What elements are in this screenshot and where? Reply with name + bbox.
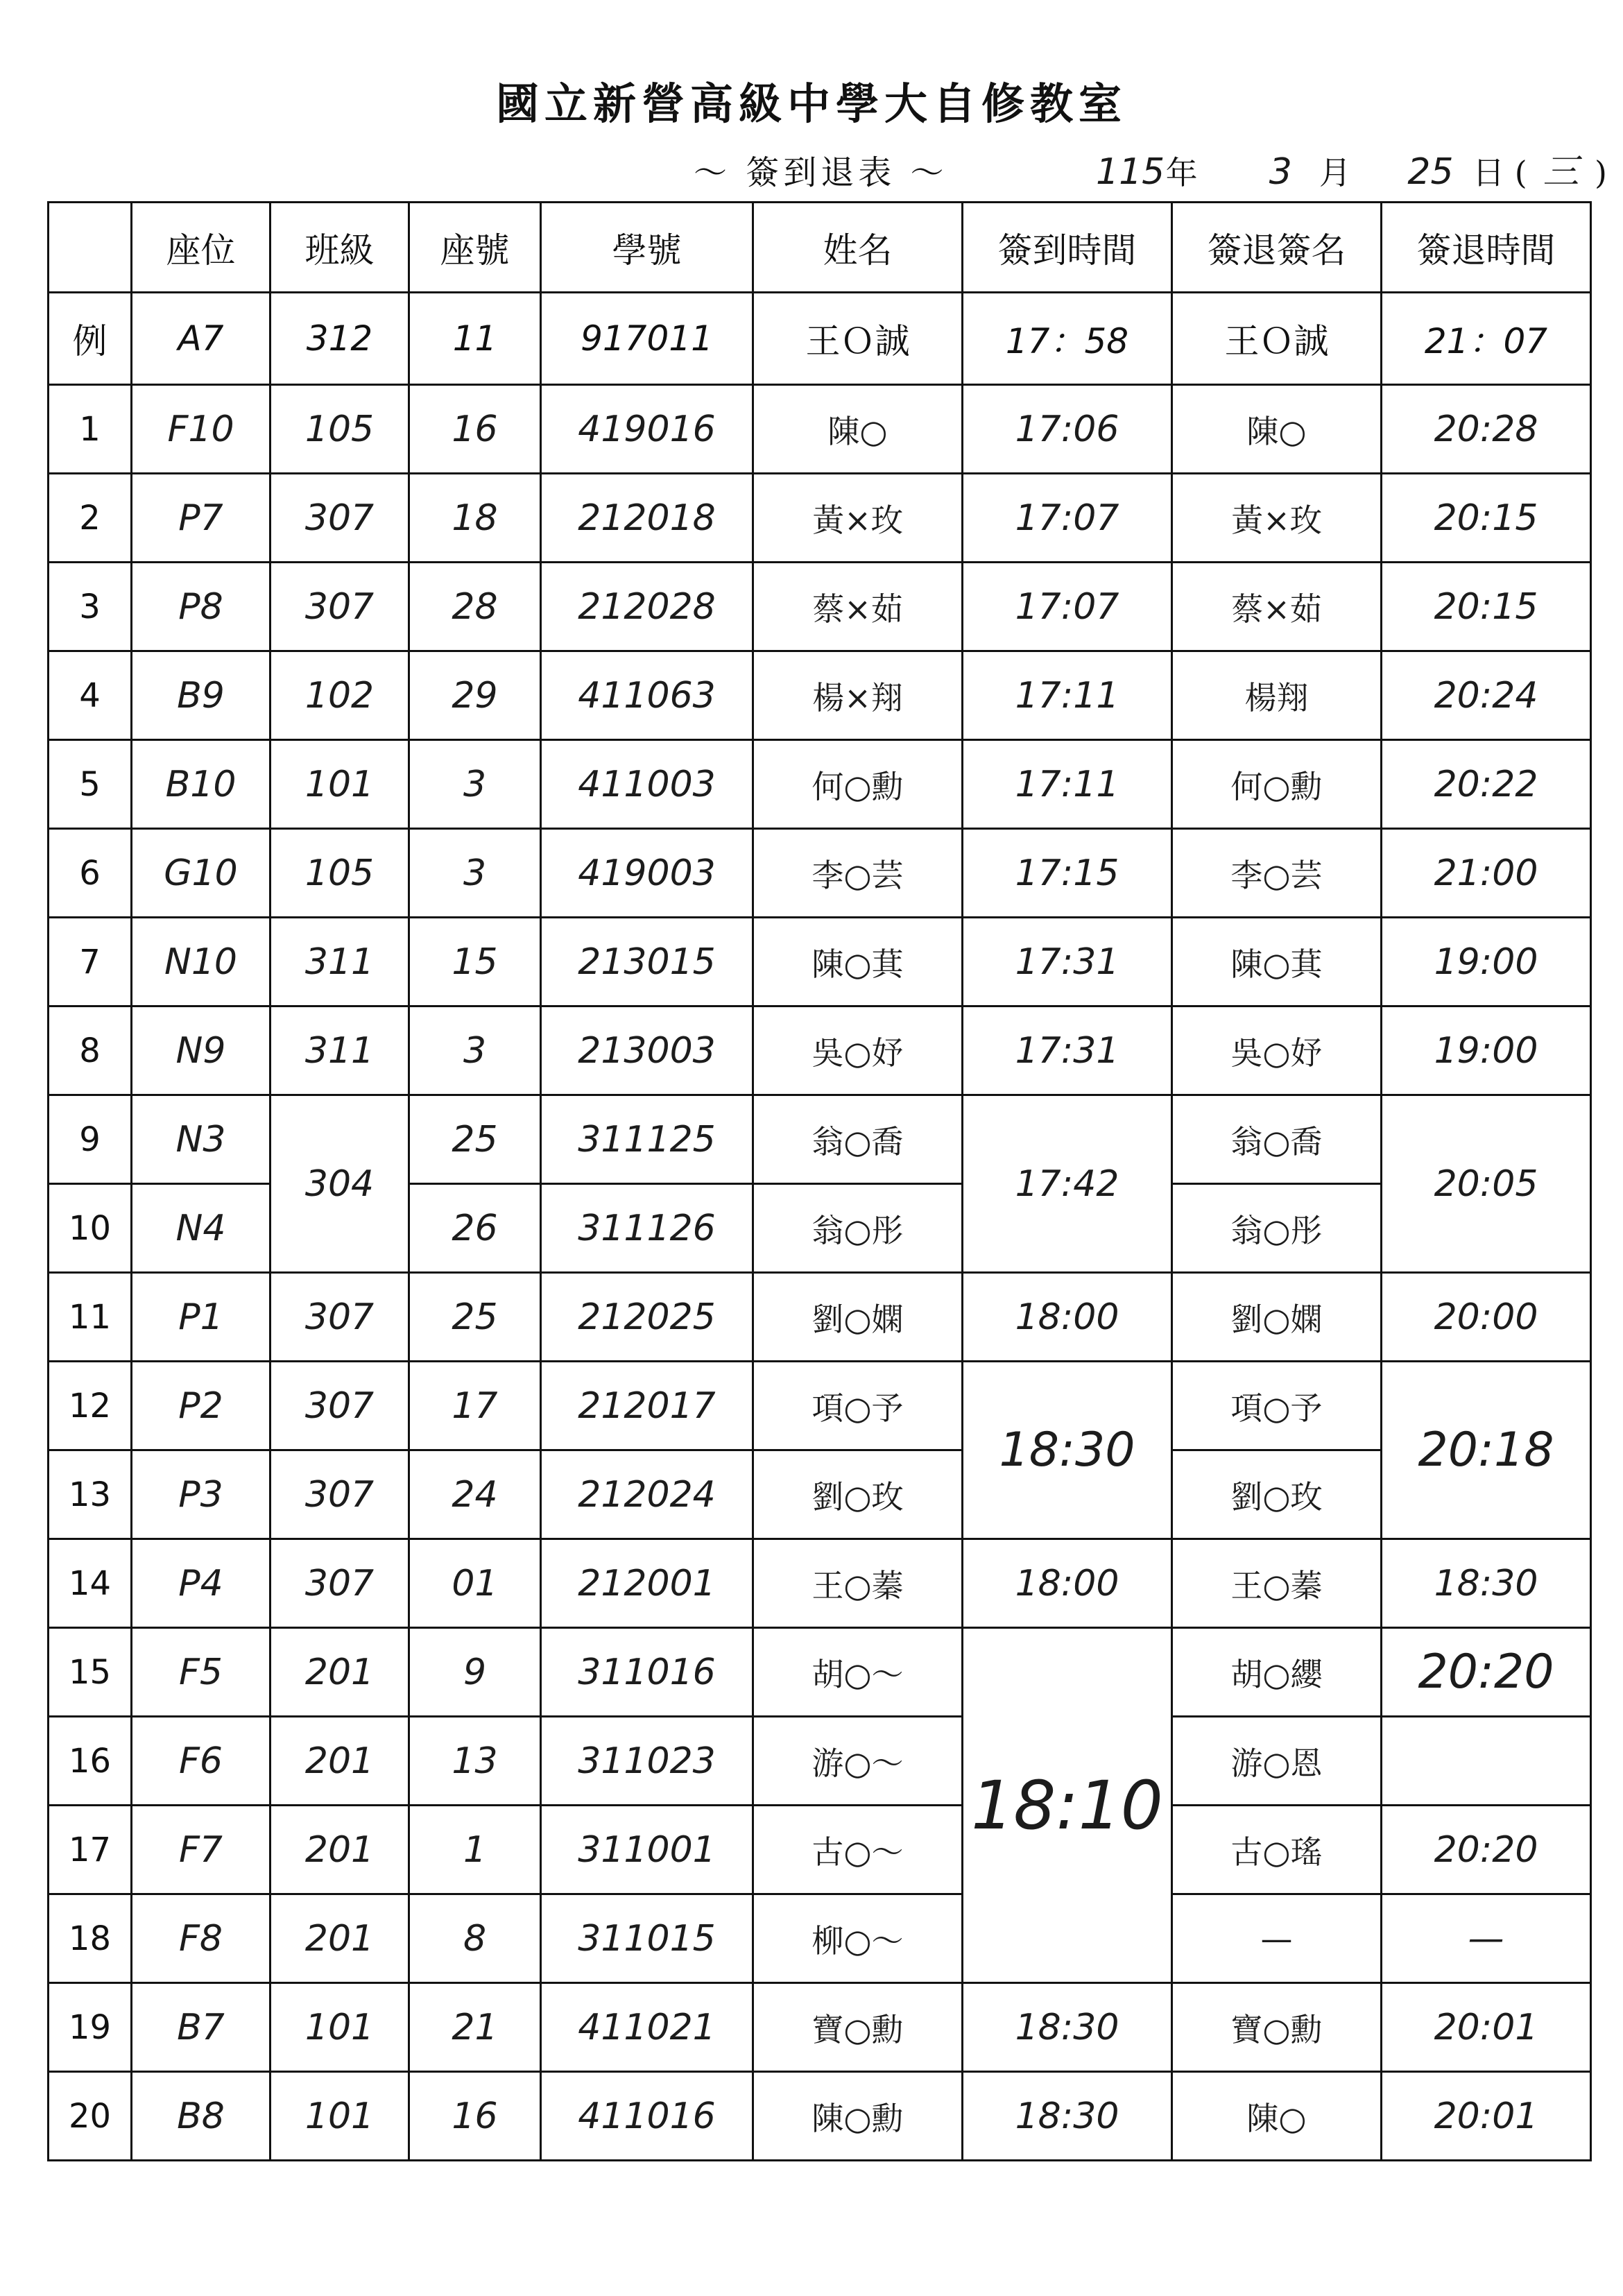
checkout-time-cell: 20:18: [1382, 1362, 1591, 1539]
checkout-signature-cell: 吳○妤: [1172, 1006, 1382, 1095]
name-cell: 胡○～: [753, 1628, 963, 1717]
table-row: [49, 1095, 1591, 1184]
checkout-signature-cell: 寶○勳: [1172, 1983, 1382, 2072]
seat-cell: B10: [132, 740, 270, 829]
example-checkout-time: 21：07: [1382, 293, 1591, 385]
row-number: 9: [49, 1095, 132, 1184]
example-name: 王Ｏ誠: [753, 293, 963, 385]
checkin-time-cell: 17:11: [963, 740, 1172, 829]
example-seat-no: 11: [409, 293, 541, 385]
checkout-signature-cell: 蔡×茹: [1172, 563, 1382, 651]
date-weekday-close: ): [1594, 154, 1607, 191]
row-number: 20: [49, 2072, 132, 2161]
checkin-time-cell: 18:30: [963, 1362, 1172, 1539]
checkout-time-cell: 18:30: [1382, 1539, 1591, 1628]
row-number: 16: [49, 1717, 132, 1806]
seat-no-cell: 15: [409, 918, 541, 1006]
table-row: [49, 829, 1591, 918]
date-day-label: 日: [1472, 154, 1505, 191]
seat-cell: N10: [132, 918, 270, 1006]
checkin-time-cell: 17:11: [963, 651, 1172, 740]
seat-cell: N9: [132, 1006, 270, 1095]
example-student-id: 917011: [541, 293, 753, 385]
seat-no-cell: 25: [409, 1095, 541, 1184]
checkout-time-cell: 20:00: [1382, 1273, 1591, 1362]
checkout-signature-cell: 李○芸: [1172, 829, 1382, 918]
name-cell: 翁○彤: [753, 1184, 963, 1273]
student-id-cell: 411063: [541, 651, 753, 740]
table-row: [49, 1450, 1591, 1539]
checkin-time-cell: 17:07: [963, 563, 1172, 651]
student-id-cell: 411003: [541, 740, 753, 829]
seat-no-cell: 3: [409, 1006, 541, 1095]
seat-no-cell: 16: [409, 2072, 541, 2161]
class-cell: 105: [270, 829, 409, 918]
checkin-time-cell: 17:06: [963, 385, 1172, 474]
row-number: 19: [49, 1983, 132, 2072]
checkin-time-cell: 18:00: [963, 1273, 1172, 1362]
checkin-time-cell: 18:00: [963, 1539, 1172, 1628]
seat-no-cell: 26: [409, 1184, 541, 1273]
seat-cell: B7: [132, 1983, 270, 2072]
seat-cell: N4: [132, 1184, 270, 1273]
student-id-cell: 212025: [541, 1273, 753, 1362]
name-cell: 陳○萁: [753, 918, 963, 1006]
column-header: 簽退簽名: [1172, 203, 1382, 293]
student-id-cell: 212018: [541, 474, 753, 563]
seat-no-cell: 01: [409, 1539, 541, 1628]
form-date: [1096, 142, 1607, 194]
table-row: [49, 474, 1591, 563]
class-cell: 102: [270, 651, 409, 740]
seat-no-cell: 28: [409, 563, 541, 651]
checkin-time-cell: 18:30: [963, 1983, 1172, 2072]
date-weekday-open: (: [1514, 154, 1527, 191]
student-id-cell: 212001: [541, 1539, 753, 1628]
name-cell: 劉○嫻: [753, 1273, 963, 1362]
seat-cell: B9: [132, 651, 270, 740]
table-row: [49, 1717, 1591, 1806]
column-header: 座號: [409, 203, 541, 293]
name-cell: 柳○～: [753, 1894, 963, 1983]
table-row: [49, 918, 1591, 1006]
header-corner: [49, 203, 132, 293]
column-header: 座位: [132, 203, 270, 293]
seat-no-cell: 25: [409, 1273, 541, 1362]
row-number: 1: [49, 385, 132, 474]
table-row: [49, 740, 1591, 829]
seat-cell: P3: [132, 1450, 270, 1539]
checkout-signature-cell: 陳○: [1172, 385, 1382, 474]
student-id-cell: 311015: [541, 1894, 753, 1983]
seat-cell: F6: [132, 1717, 270, 1806]
table-row: [49, 651, 1591, 740]
checkout-signature-cell: 陳○萁: [1172, 918, 1382, 1006]
student-id-cell: 212028: [541, 563, 753, 651]
class-cell: 307: [270, 1362, 409, 1450]
checkout-signature-cell: 何○勳: [1172, 740, 1382, 829]
checkin-time-cell: 18:30: [963, 2072, 1172, 2161]
name-cell: 黃×玫: [753, 474, 963, 563]
table-row: [49, 1273, 1591, 1362]
row-number: 6: [49, 829, 132, 918]
seat-cell: P2: [132, 1362, 270, 1450]
checkout-signature-cell: 王○蓁: [1172, 1539, 1382, 1628]
row-number: 8: [49, 1006, 132, 1095]
example-row: [49, 293, 1591, 385]
class-cell: 311: [270, 1006, 409, 1095]
table-row: [49, 1628, 1591, 1717]
checkout-signature-cell: 胡○纓: [1172, 1628, 1382, 1717]
seat-cell: B8: [132, 2072, 270, 2161]
seat-cell: F7: [132, 1806, 270, 1894]
seat-cell: P7: [132, 474, 270, 563]
table-row: [49, 1983, 1591, 2072]
sign-in-table: [47, 201, 1592, 2161]
checkin-time-cell: 17:42: [963, 1095, 1172, 1273]
student-id-cell: 411016: [541, 2072, 753, 2161]
row-number: 10: [49, 1184, 132, 1273]
class-cell: 201: [270, 1806, 409, 1894]
checkout-signature-cell: 陳○: [1172, 2072, 1382, 2161]
checkout-signature-cell: 黃×玫: [1172, 474, 1382, 563]
class-cell: 307: [270, 1273, 409, 1362]
seat-no-cell: 24: [409, 1450, 541, 1539]
seat-no-cell: 16: [409, 385, 541, 474]
class-cell: 201: [270, 1894, 409, 1983]
name-cell: 李○芸: [753, 829, 963, 918]
student-id-cell: 311016: [541, 1628, 753, 1717]
form-subtitle: ～ 簽到退表 ～: [694, 153, 948, 192]
checkout-signature-cell: 翁○彤: [1172, 1184, 1382, 1273]
row-number: 3: [49, 563, 132, 651]
checkout-time-cell: 20:15: [1382, 563, 1591, 651]
checkout-signature-cell: 劉○嫻: [1172, 1273, 1382, 1362]
seat-cell: P1: [132, 1273, 270, 1362]
name-cell: 游○～: [753, 1717, 963, 1806]
checkout-time-cell: 19:00: [1382, 1006, 1591, 1095]
name-cell: 項○予: [753, 1362, 963, 1450]
table-row: [49, 1006, 1591, 1095]
table-row: [49, 1362, 1591, 1450]
date-year-label: 年: [1165, 154, 1198, 191]
column-header: 班級: [270, 203, 409, 293]
class-cell: 307: [270, 474, 409, 563]
class-cell: 101: [270, 1983, 409, 2072]
row-number: 18: [49, 1894, 132, 1983]
date-weekday: 三: [1543, 151, 1579, 193]
student-id-cell: 212024: [541, 1450, 753, 1539]
column-header: 姓名: [753, 203, 963, 293]
seat-no-cell: 13: [409, 1717, 541, 1806]
seat-no-cell: 18: [409, 474, 541, 563]
checkout-time-cell: 20:20: [1382, 1806, 1591, 1894]
student-id-cell: 213003: [541, 1006, 753, 1095]
class-cell: 307: [270, 563, 409, 651]
student-id-cell: 213015: [541, 918, 753, 1006]
checkout-time-cell: —: [1382, 1894, 1591, 1983]
name-cell: 何○勳: [753, 740, 963, 829]
name-cell: 楊×翔: [753, 651, 963, 740]
column-header: 學號: [541, 203, 753, 293]
student-id-cell: 311023: [541, 1717, 753, 1806]
checkout-time-cell: 19:00: [1382, 918, 1591, 1006]
seat-no-cell: 9: [409, 1628, 541, 1717]
seat-cell: N3: [132, 1095, 270, 1184]
checkout-time-cell: 20:24: [1382, 651, 1591, 740]
checkin-time-cell: 17:31: [963, 1006, 1172, 1095]
student-id-cell: 411021: [541, 1983, 753, 2072]
checkin-time-cell: 17:07: [963, 474, 1172, 563]
name-cell: 翁○喬: [753, 1095, 963, 1184]
checkout-signature-cell: —: [1172, 1894, 1382, 1983]
column-header: 簽退時間: [1382, 203, 1591, 293]
row-number: 14: [49, 1539, 132, 1628]
class-cell: 307: [270, 1450, 409, 1539]
name-cell: 寶○勳: [753, 1983, 963, 2072]
class-cell: 101: [270, 2072, 409, 2161]
date-month: 3: [1269, 151, 1292, 193]
table-row: [49, 1806, 1591, 1894]
checkout-time-cell: [1382, 1717, 1591, 1806]
class-cell: 105: [270, 385, 409, 474]
date-year: 115: [1096, 151, 1165, 193]
table-row: [49, 385, 1591, 474]
example-checkout-signature: 王Ｏ誠: [1172, 293, 1382, 385]
page-title: 國立新營高級中學大自修教室: [495, 78, 1127, 129]
row-number: 13: [49, 1450, 132, 1539]
row-number: 4: [49, 651, 132, 740]
row-number: 2: [49, 474, 132, 563]
table-row: [49, 1894, 1591, 1983]
date-month-label: 月: [1319, 154, 1351, 191]
name-cell: 古○～: [753, 1806, 963, 1894]
seat-no-cell: 3: [409, 740, 541, 829]
checkout-signature-cell: 古○瑤: [1172, 1806, 1382, 1894]
header-row: [49, 203, 1591, 293]
seat-no-cell: 21: [409, 1983, 541, 2072]
row-number: 15: [49, 1628, 132, 1717]
table-row: [49, 563, 1591, 651]
checkin-time-cell: 17:15: [963, 829, 1172, 918]
name-cell: 蔡×茹: [753, 563, 963, 651]
checkout-time-cell: 20:01: [1382, 1983, 1591, 2072]
student-id-cell: 212017: [541, 1362, 753, 1450]
class-cell: 307: [270, 1539, 409, 1628]
checkout-time-cell: 20:28: [1382, 385, 1591, 474]
name-cell: 吳○妤: [753, 1006, 963, 1095]
checkout-signature-cell: 劉○玫: [1172, 1450, 1382, 1539]
seat-cell: F8: [132, 1894, 270, 1983]
example-class: 312: [270, 293, 409, 385]
class-cell: 311: [270, 918, 409, 1006]
seat-no-cell: 29: [409, 651, 541, 740]
row-number: 17: [49, 1806, 132, 1894]
name-cell: 王○蓁: [753, 1539, 963, 1628]
example-checkin-time: 17：58: [963, 293, 1172, 385]
seat-cell: F10: [132, 385, 270, 474]
name-cell: 陳○勳: [753, 2072, 963, 2161]
seat-cell: F5: [132, 1628, 270, 1717]
checkout-time-cell: 20:01: [1382, 2072, 1591, 2161]
table-row: [49, 2072, 1591, 2161]
checkout-signature-cell: 游○恩: [1172, 1717, 1382, 1806]
class-cell: 201: [270, 1717, 409, 1806]
student-id-cell: 311125: [541, 1095, 753, 1184]
row-number: 7: [49, 918, 132, 1006]
student-id-cell: 419003: [541, 829, 753, 918]
checkout-time-cell: 20:05: [1382, 1095, 1591, 1273]
seat-cell: P4: [132, 1539, 270, 1628]
checkout-signature-cell: 項○予: [1172, 1362, 1382, 1450]
row-number: 5: [49, 740, 132, 829]
checkout-signature-cell: 翁○喬: [1172, 1095, 1382, 1184]
checkin-time-cell: 17:31: [963, 918, 1172, 1006]
checkin-time-cell: 18:10: [963, 1628, 1172, 1983]
class-cell: 201: [270, 1628, 409, 1717]
checkout-time-cell: 21:00: [1382, 829, 1591, 918]
table-row: [49, 1539, 1591, 1628]
date-day: 25: [1407, 151, 1454, 193]
class-cell: 304: [270, 1095, 409, 1273]
student-id-cell: 419016: [541, 385, 753, 474]
example-seat: A7: [132, 293, 270, 385]
seat-cell: G10: [132, 829, 270, 918]
student-id-cell: 311001: [541, 1806, 753, 1894]
name-cell: 陳○: [753, 385, 963, 474]
student-id-cell: 311126: [541, 1184, 753, 1273]
class-cell: 101: [270, 740, 409, 829]
checkout-time-cell: 20:22: [1382, 740, 1591, 829]
seat-no-cell: 17: [409, 1362, 541, 1450]
seat-no-cell: 3: [409, 829, 541, 918]
row-number: 12: [49, 1362, 132, 1450]
checkout-time-cell: 20:20: [1382, 1628, 1591, 1717]
column-header: 簽到時間: [963, 203, 1172, 293]
checkout-time-cell: 20:15: [1382, 474, 1591, 563]
seat-no-cell: 1: [409, 1806, 541, 1894]
name-cell: 劉○玫: [753, 1450, 963, 1539]
example-label: 例: [49, 293, 132, 385]
checkout-signature-cell: 楊翔: [1172, 651, 1382, 740]
seat-cell: P8: [132, 563, 270, 651]
row-number: 11: [49, 1273, 132, 1362]
seat-no-cell: 8: [409, 1894, 541, 1983]
